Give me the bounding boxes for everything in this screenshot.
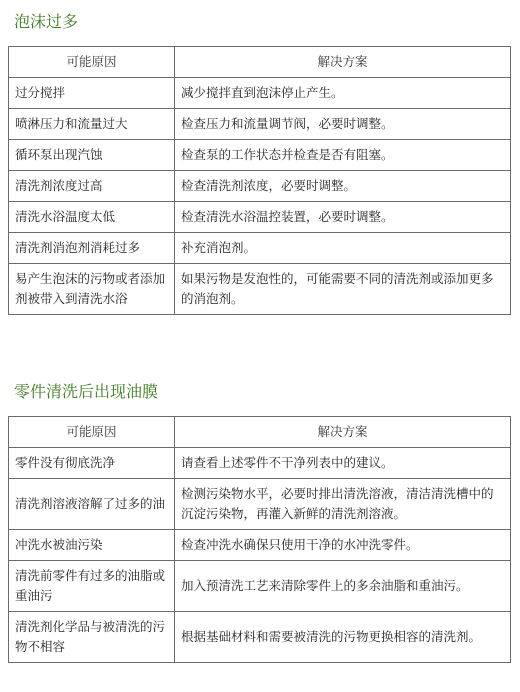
table-row <box>9 264 511 315</box>
table-row <box>9 612 511 663</box>
solution-cell: 如果污物是发泡性的，可能需要不同的清洗剂或添加更多的消泡剂。 <box>175 264 511 315</box>
table-row <box>9 479 511 530</box>
cause-cell: 清洗剂溶液溶解了过多的油 <box>9 479 175 530</box>
troubleshooting-table-oil-film <box>8 416 511 663</box>
cause-cell: 清洗水浴温度太低 <box>9 202 175 233</box>
table-row <box>9 202 511 233</box>
solution-cell: 检查清洗剂浓度，必要时调整。 <box>175 171 511 202</box>
cause-cell: 清洗剂化学品与被清洗的污物不相容 <box>9 612 175 663</box>
solution-cell: 加入预清洗工艺来清除零件上的多余油脂和重油污。 <box>175 561 511 612</box>
cause-cell: 零件没有彻底洗净 <box>9 448 175 479</box>
cause-cell: 易产生泡沫的污物或者添加剂被带入到清洗水浴 <box>9 264 175 315</box>
cause-cell: 清洗剂浓度过高 <box>9 171 175 202</box>
solution-cell: 请查看上述零件不干净列表中的建议。 <box>175 448 511 479</box>
solution-cell: 检查清洗水浴温控装置，必要时调整。 <box>175 202 511 233</box>
cause-cell: 过分搅拌 <box>9 78 175 109</box>
cause-cell: 循环泵出现汽蚀 <box>9 140 175 171</box>
table-row <box>9 78 511 109</box>
solution-cell: 根据基础材料和需要被清洗的污物更换相容的清洗剂。 <box>175 612 511 663</box>
troubleshooting-table-foam <box>8 46 511 315</box>
solution-cell: 检测污染物水平，必要时排出清洗溶液，清洁清洗槽中的沉淀污染物，再灌入新鲜的清洗剂溶液。 <box>175 479 511 530</box>
table-row <box>9 561 511 612</box>
solution-cell: 检查冲洗水确保只使用干净的水冲洗零件。 <box>175 530 511 561</box>
solution-cell: 检查泵的工作状态并检查是否有阻塞。 <box>175 140 511 171</box>
table-row <box>9 171 511 202</box>
table-row <box>9 530 511 561</box>
table-row <box>9 140 511 171</box>
table-row <box>9 448 511 479</box>
table-row <box>9 109 511 140</box>
cause-cell: 冲洗水被油污染 <box>9 530 175 561</box>
solution-cell: 减少搅拌直到泡沫停止产生。 <box>175 78 511 109</box>
header-cause: 可能原因 <box>9 47 175 78</box>
cause-cell: 清洗剂消泡剂消耗过多 <box>9 233 175 264</box>
header-solution: 解决方案 <box>175 47 511 78</box>
table-header-row <box>9 417 511 448</box>
solution-cell: 补充消泡剂。 <box>175 233 511 264</box>
section-title-oil-film: 零件清洗后出现油膜 <box>14 382 159 401</box>
table-row <box>9 233 511 264</box>
cause-cell: 清洗前零件有过多的油脂或重油污 <box>9 561 175 612</box>
section-title-excess-foam: 泡沫过多 <box>14 12 79 31</box>
header-solution: 解决方案 <box>175 417 511 448</box>
header-cause: 可能原因 <box>9 417 175 448</box>
cause-cell: 喷淋压力和流量过大 <box>9 109 175 140</box>
table-header-row <box>9 47 511 78</box>
solution-cell: 检查压力和流量调节阀，必要时调整。 <box>175 109 511 140</box>
